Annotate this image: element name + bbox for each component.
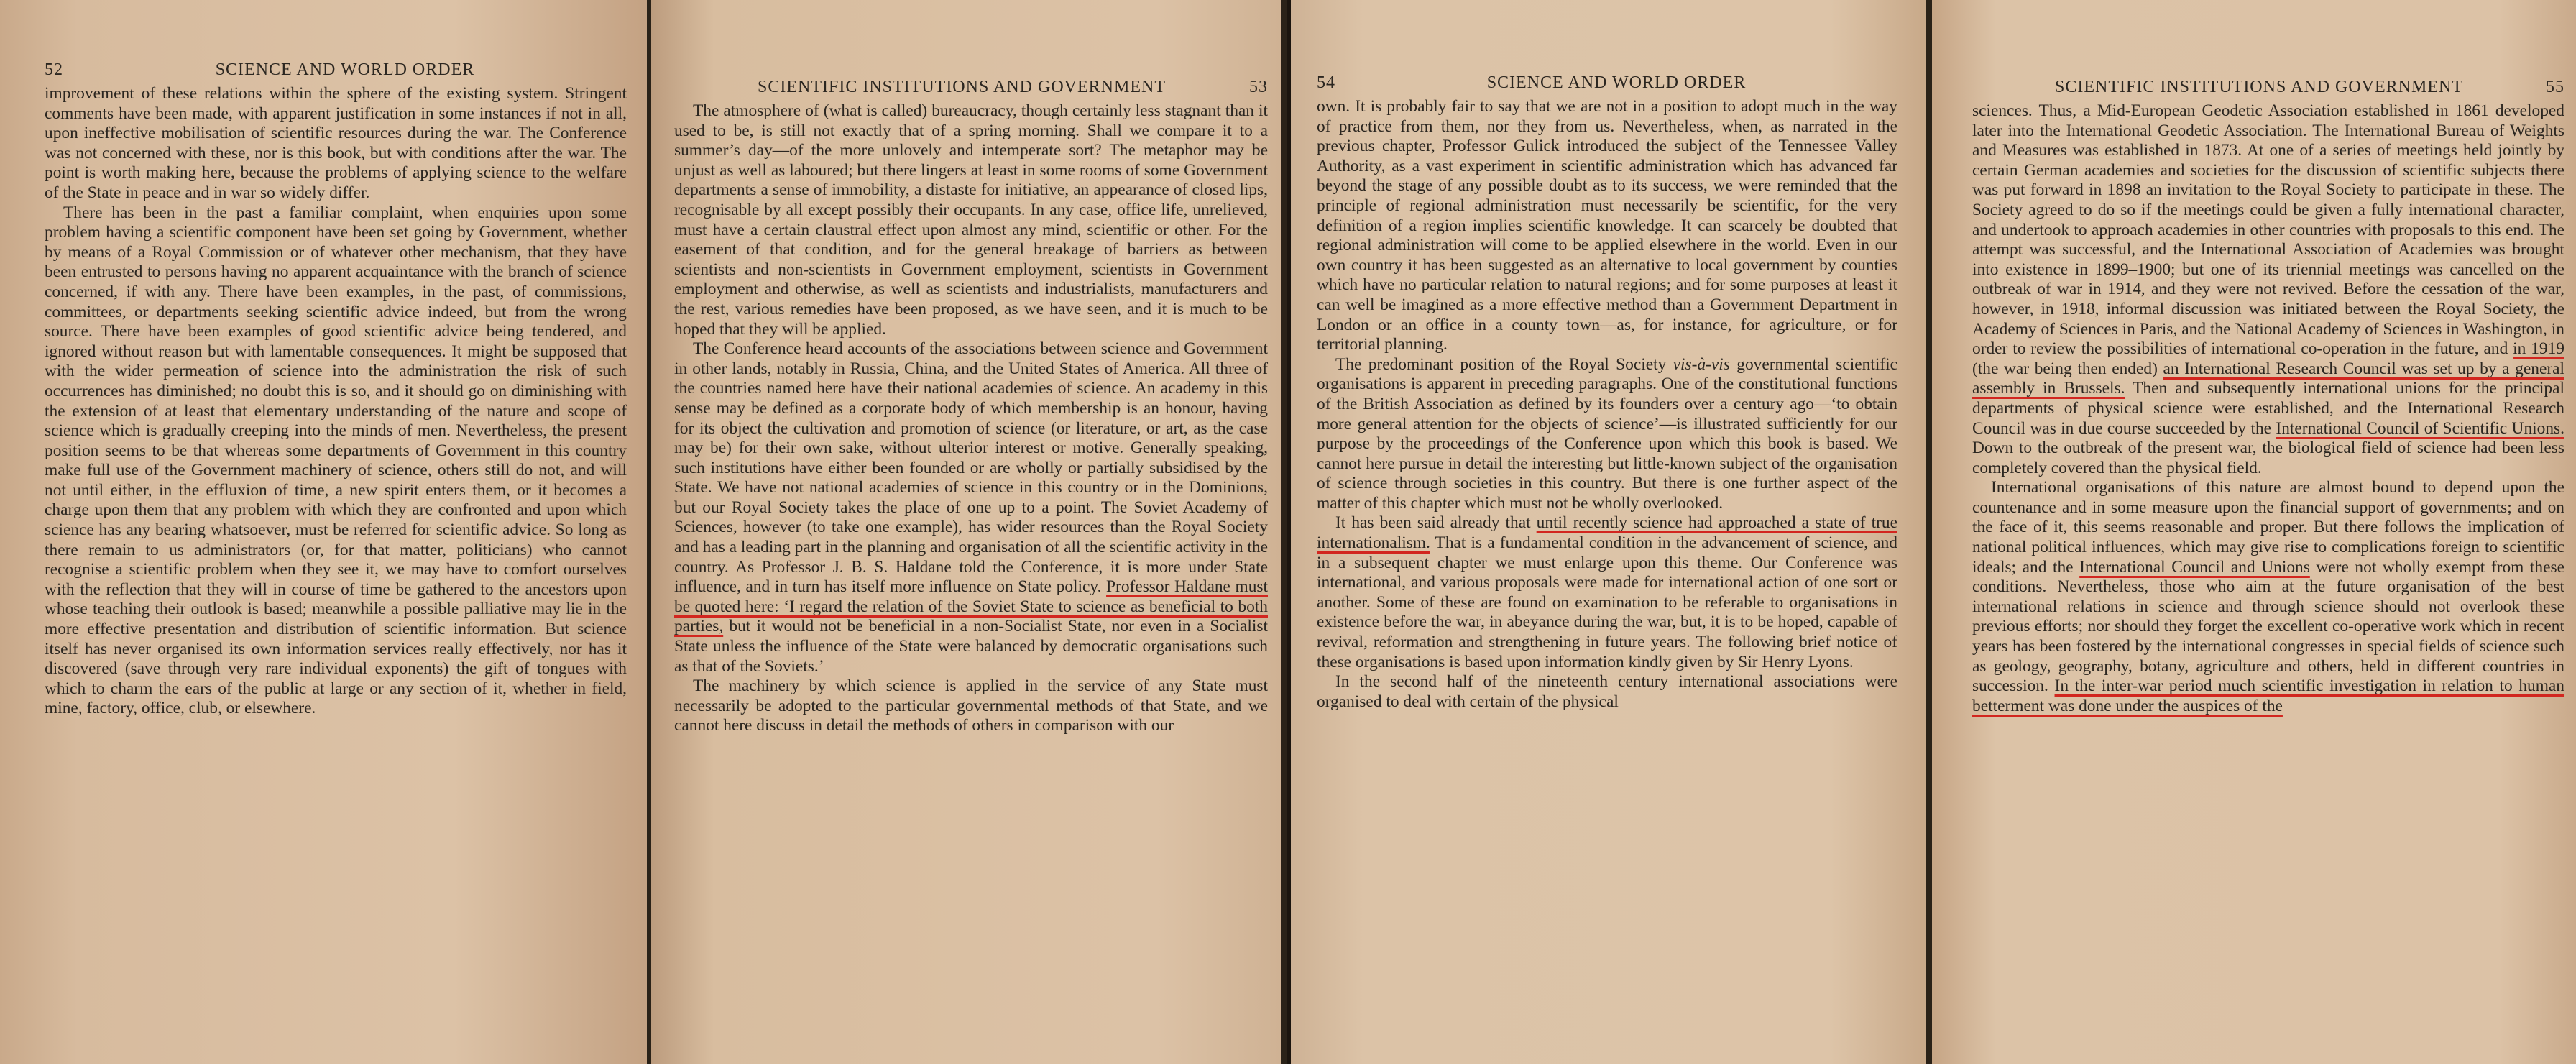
- page-number: 53: [1249, 78, 1268, 96]
- text-run: were not wholly exempt from these conditions. Nevertheless, those who aim at the future organisation of the best international relations in science and through science should not overlook these previous efforts; nor should they forget the excellent co-operative work which in recent years has been fostered by the international congresses in special fields of science such as geology, geography, botany, agriculture and others, held in different countries in succession.: [1972, 557, 2564, 696]
- text-run: The predominant position of the Royal Society: [1335, 354, 1673, 374]
- page-header: [45, 60, 627, 80]
- paragraph: [45, 203, 627, 719]
- text-run: (the war being then ended): [1972, 359, 2163, 378]
- running-title: SCIENTIFIC INSTITUTIONS AND GOVERNMENT: [758, 78, 1166, 96]
- text-run: It has been said already that: [1335, 513, 1537, 533]
- page-55: [1932, 0, 2576, 1064]
- text-run: governmental scientific organisations is apparent in preceding paragraphs. One of the constitutional functions of the British Association as defined by its founders over a century ago—‘to obtain more general attention for the objects of science’—is illustrated sufficiently for our purpose by the proceedings of the Conference upon which this book is based. We cannot here pursue in detail the interesting but little-known subject of the organisation of science through societies in this country. But there is one further aspect of the matter of this chapter which must not be wholly overlooked.: [1317, 354, 1898, 513]
- page-number: 52: [45, 60, 63, 79]
- page-header: [1317, 73, 1898, 93]
- page-body: [1317, 97, 1898, 712]
- text-run: Then and subsequently international unions for the principal departments of physical science were established, and the International Research Council was in due course succeeded by the: [1972, 379, 2564, 438]
- text-run: improvement of these relations within the sphere of the existing system. Stringent comments have been made, with apparent justification in some instances if not in all, upon ineffective mobilisation of scientific resources during the war. The Conference was not concerned with these, nor is this book, but with conditions after the war. The point is worth making here, because the problems of applying science to the welfare of the State in peace and in war so widely differ.: [45, 84, 627, 202]
- running-title: SCIENCE AND WORLD ORDER: [1486, 73, 1747, 92]
- paragraph: [1317, 672, 1898, 712]
- paragraph: [1317, 97, 1898, 355]
- paragraph: [674, 339, 1268, 677]
- text-run: There has been in the past a familiar complaint, when enquiries upon some problem having a scientific component have been set going by Government, whether by means of a Royal Commission or of whatever other mechanism, that they have been entrusted to persons having no apparent acquaintance with the branch of science concerned, if with any. There have been examples, in the past, of commissions, committees, or departments seeking scientific advice indeed, but from the wrong source. There have been examples of good scientific advice being tendered, and ignored without reason but with lamentable consequences. It might be supposed that with the wider permeation of science into the administration the risk of such occurrences has diminished; no doubt this is so, and it should go on diminishing with the extension of at least that elementary understanding of the nature and scope of science which is gradually creeping into the minds of men. Nevertheless, the present position seems to be that whereas some departments of Government in this country make full use of the Government machinery of science, others still do not, and will not until either, in the effluxion of time, a new spirit enters them, or it becomes a charge upon them that any problem with which they are confronted and upon which science has any bearing whatsoever, must be referred for scientific advice. So long as there remain to us administrators (or, for that matter, politicians) who cannot recognise a scientific problem when they see it, we may have to comfort ourselves with the reflection that they will in course of time be gathered to the ancestors upon whose teaching their outlook is based; meanwhile a possible palliative may lie in the more effective presentation and distribution of scientific information. But science itself has never organised its own information services really effectively, nor has it discovered (save through very rare individual exponents) the gift of tongues with which to charm the ears of the public at large or any section of it, whether in field, mine, factory, office, club, or elsewhere.: [45, 203, 627, 718]
- page-53: [651, 0, 1281, 1064]
- underlined-passage: until recently science had approached a state of true internationalism.: [1317, 513, 1898, 553]
- page-body: [1972, 101, 2564, 716]
- underlined-passage: International Council and Unions: [2079, 557, 2310, 577]
- page-header: [674, 78, 1268, 97]
- underlined-passage: Professor Haldane must be quoted here: ‘I regard the relation of the Soviet State to science as beneficial to both parties,: [674, 577, 1268, 636]
- paragraph: [1317, 513, 1898, 672]
- paragraph: [1972, 101, 2564, 478]
- page-header: [1972, 78, 2564, 97]
- text-run: but it would not be beneficial in a non-Socialist State, nor even in a Socialist State unless the influence of the State were balanced by democratic organisations such as that of the Soviets.’: [674, 617, 1268, 676]
- text-run: Down to the outbreak of the present war, the biological field of science had been less completely covered than the physical field.: [1972, 439, 2564, 477]
- underlined-passage: In the inter-war period much scientific investigation in relation to human betterment was done under the auspices of the: [1972, 677, 2565, 715]
- text-run: That is a fundamental condition in the advancement of science, and in a subsequent chapter we must enlarge upon this theme. Our Conference was international, and various proposals were made for international action of one sort or another. Some of these are found on examination to be referable to organisations in existence before the war, in abeyance during the war, but, it is to be hoped, capable of revival, reformation and strengthening in future years. The following brief notice of these organisations is based upon information kindly given by Sir Henry Lyons.: [1317, 533, 1898, 671]
- text-run: own. It is probably fair to say that we are not in a position to adopt much in the way of practice from them, nor they from us. Nevertheless, when, as narrated in the previous chapter, Professor Gulick introduced the subject of the Tennessee Valley Authority, as a vast experiment in scientific administration which has advanced far beyond the stage of any possible doubt as to its success, we were reminded that the principle of regional administration must necessarily be scientific, for the very definition of a region implies scientific knowledge. It can scarcely be doubted that regional administration will come to be applied elsewhere in the world. Even in our own country it has been suggested as an alternative to local government by counties which have no particular relation to natural regions; and for some purposes at least it can well be imagined as a more effective method than a Government Department in London or an office in a county town—as, for instance, for agriculture, or for territorial planning.: [1317, 97, 1898, 354]
- italic-text: vis-à-vis: [1673, 354, 1730, 374]
- page-body: [45, 84, 627, 719]
- page-52: [0, 0, 647, 1064]
- paragraph: [1317, 355, 1898, 514]
- page-body: [674, 101, 1268, 736]
- underlined-passage: in 1919: [2513, 339, 2564, 359]
- text-run: sciences. Thus, a Mid-European Geodetic Association established in 1861 developed later into the International Geodetic Association. The International Bureau of Weights and Measures was established in 1873. At one of a series of meetings held jointly by certain German academies and societies for the discussion of scientific subjects there was put forward in 1898 an invitation to the Royal Society to participate in these. The Society agreed to do so if the meetings could be given a fully international character, and undertook to approach academies in other countries with proposals to this end. The attempt was successful, and the International Association of Academies was brought into existence in 1899–1900; but one of its triennial meetings was cancelled on the outbreak of war in 1914, and they were not revived. Before the cessation of the war, however, in 1918, informal discussion was initiated between the Royal Society, the Academy of Sciences in Paris, and the National Academy of Sciences in Washington, in order to review the possibilities of international co-operation in the future, and: [1972, 101, 2564, 359]
- running-title: SCIENTIFIC INSTITUTIONS AND GOVERNMENT: [2055, 78, 2463, 96]
- page-number: 55: [2546, 78, 2564, 96]
- paragraph: [674, 101, 1268, 339]
- text-run: The atmosphere of (what is called) bureaucracy, though certainly less stagnant than it used to be, is still not exactly that of a spring morning. Shall we compare it to a summer’s day—of the more unlovely and intemperate sort? The metaphor may be unjust as well as laboured; but there lingers at least in some rooms of some Government departments a sense of immobility, a distaste for initiative, an appearance of closed lips, recognisable by all except possibly their occupants. In any case, office life, unrelieved, must have a certain claustral effect upon almost any mind, scientific or other. For the easement of that condition, and for the general breakage of barriers as between scientists and non-scientists in Government employment, scientists in Government employment and otherwise, as well as scientists and industrialists, manufacturers and the rest, various remedies have been proposed, as we have seen, and it is much to be hoped that they will be applied.: [674, 101, 1268, 339]
- running-title: SCIENCE AND WORLD ORDER: [215, 60, 475, 79]
- page-54: [1287, 0, 1926, 1064]
- paragraph: [674, 677, 1268, 736]
- paragraph: [1972, 478, 2564, 716]
- text-run: The machinery by which science is applied in the service of any State must necessarily be adopted to the particular governmental methods of that State, and we cannot here discuss in detail the methods of others in comparison with our: [674, 677, 1268, 735]
- page-number: 54: [1317, 73, 1335, 92]
- text-run: In the second half of the nineteenth century international associations were organised to deal with certain of the physical: [1317, 672, 1898, 711]
- gutter-shadow: [1287, 0, 1291, 1064]
- underlined-passage: an International Research Council was set up by a general assembly in Brussels.: [1972, 359, 2564, 398]
- paragraph: [45, 84, 627, 203]
- text-run: The Conference heard accounts of the associations between science and Government in other lands, notably in Russia, China, and the United States of America. All three of the countries named here have their national academies of science. An academy in this sense may be defined as a corporate body of which membership is an honour, having for its object the cultivation and promotion of science (or literature, or art, as the case may be) for their own sake, without ulterior interest or motive. Generally speaking, such institutions have either been founded or are wholly or partially subsidised by the State. We have not national academies of science in this country or in the Dominions, but our Royal Society takes the place of one up to a point. The Soviet Academy of Sciences, however (to take one example), has wider resources than the Royal Society and has a leading part in the planning and organisation of all the scientific activity in the country. As Professor J. B. S. Haldane told the Conference, it is more under State influence, and in turn has itself more influence on State policy.: [674, 339, 1268, 597]
- text-run: International organisations of this nature are almost bound to depend upon the countenance and in some measure upon the financial support of governments; and on the face of it, this seems reasonable and proper. But there follows the implication of national political influences, which may give rise to complications foreign to scientific ideals; and the: [1972, 478, 2564, 577]
- underlined-passage: International Council of Scientific Unions.: [2276, 418, 2564, 438]
